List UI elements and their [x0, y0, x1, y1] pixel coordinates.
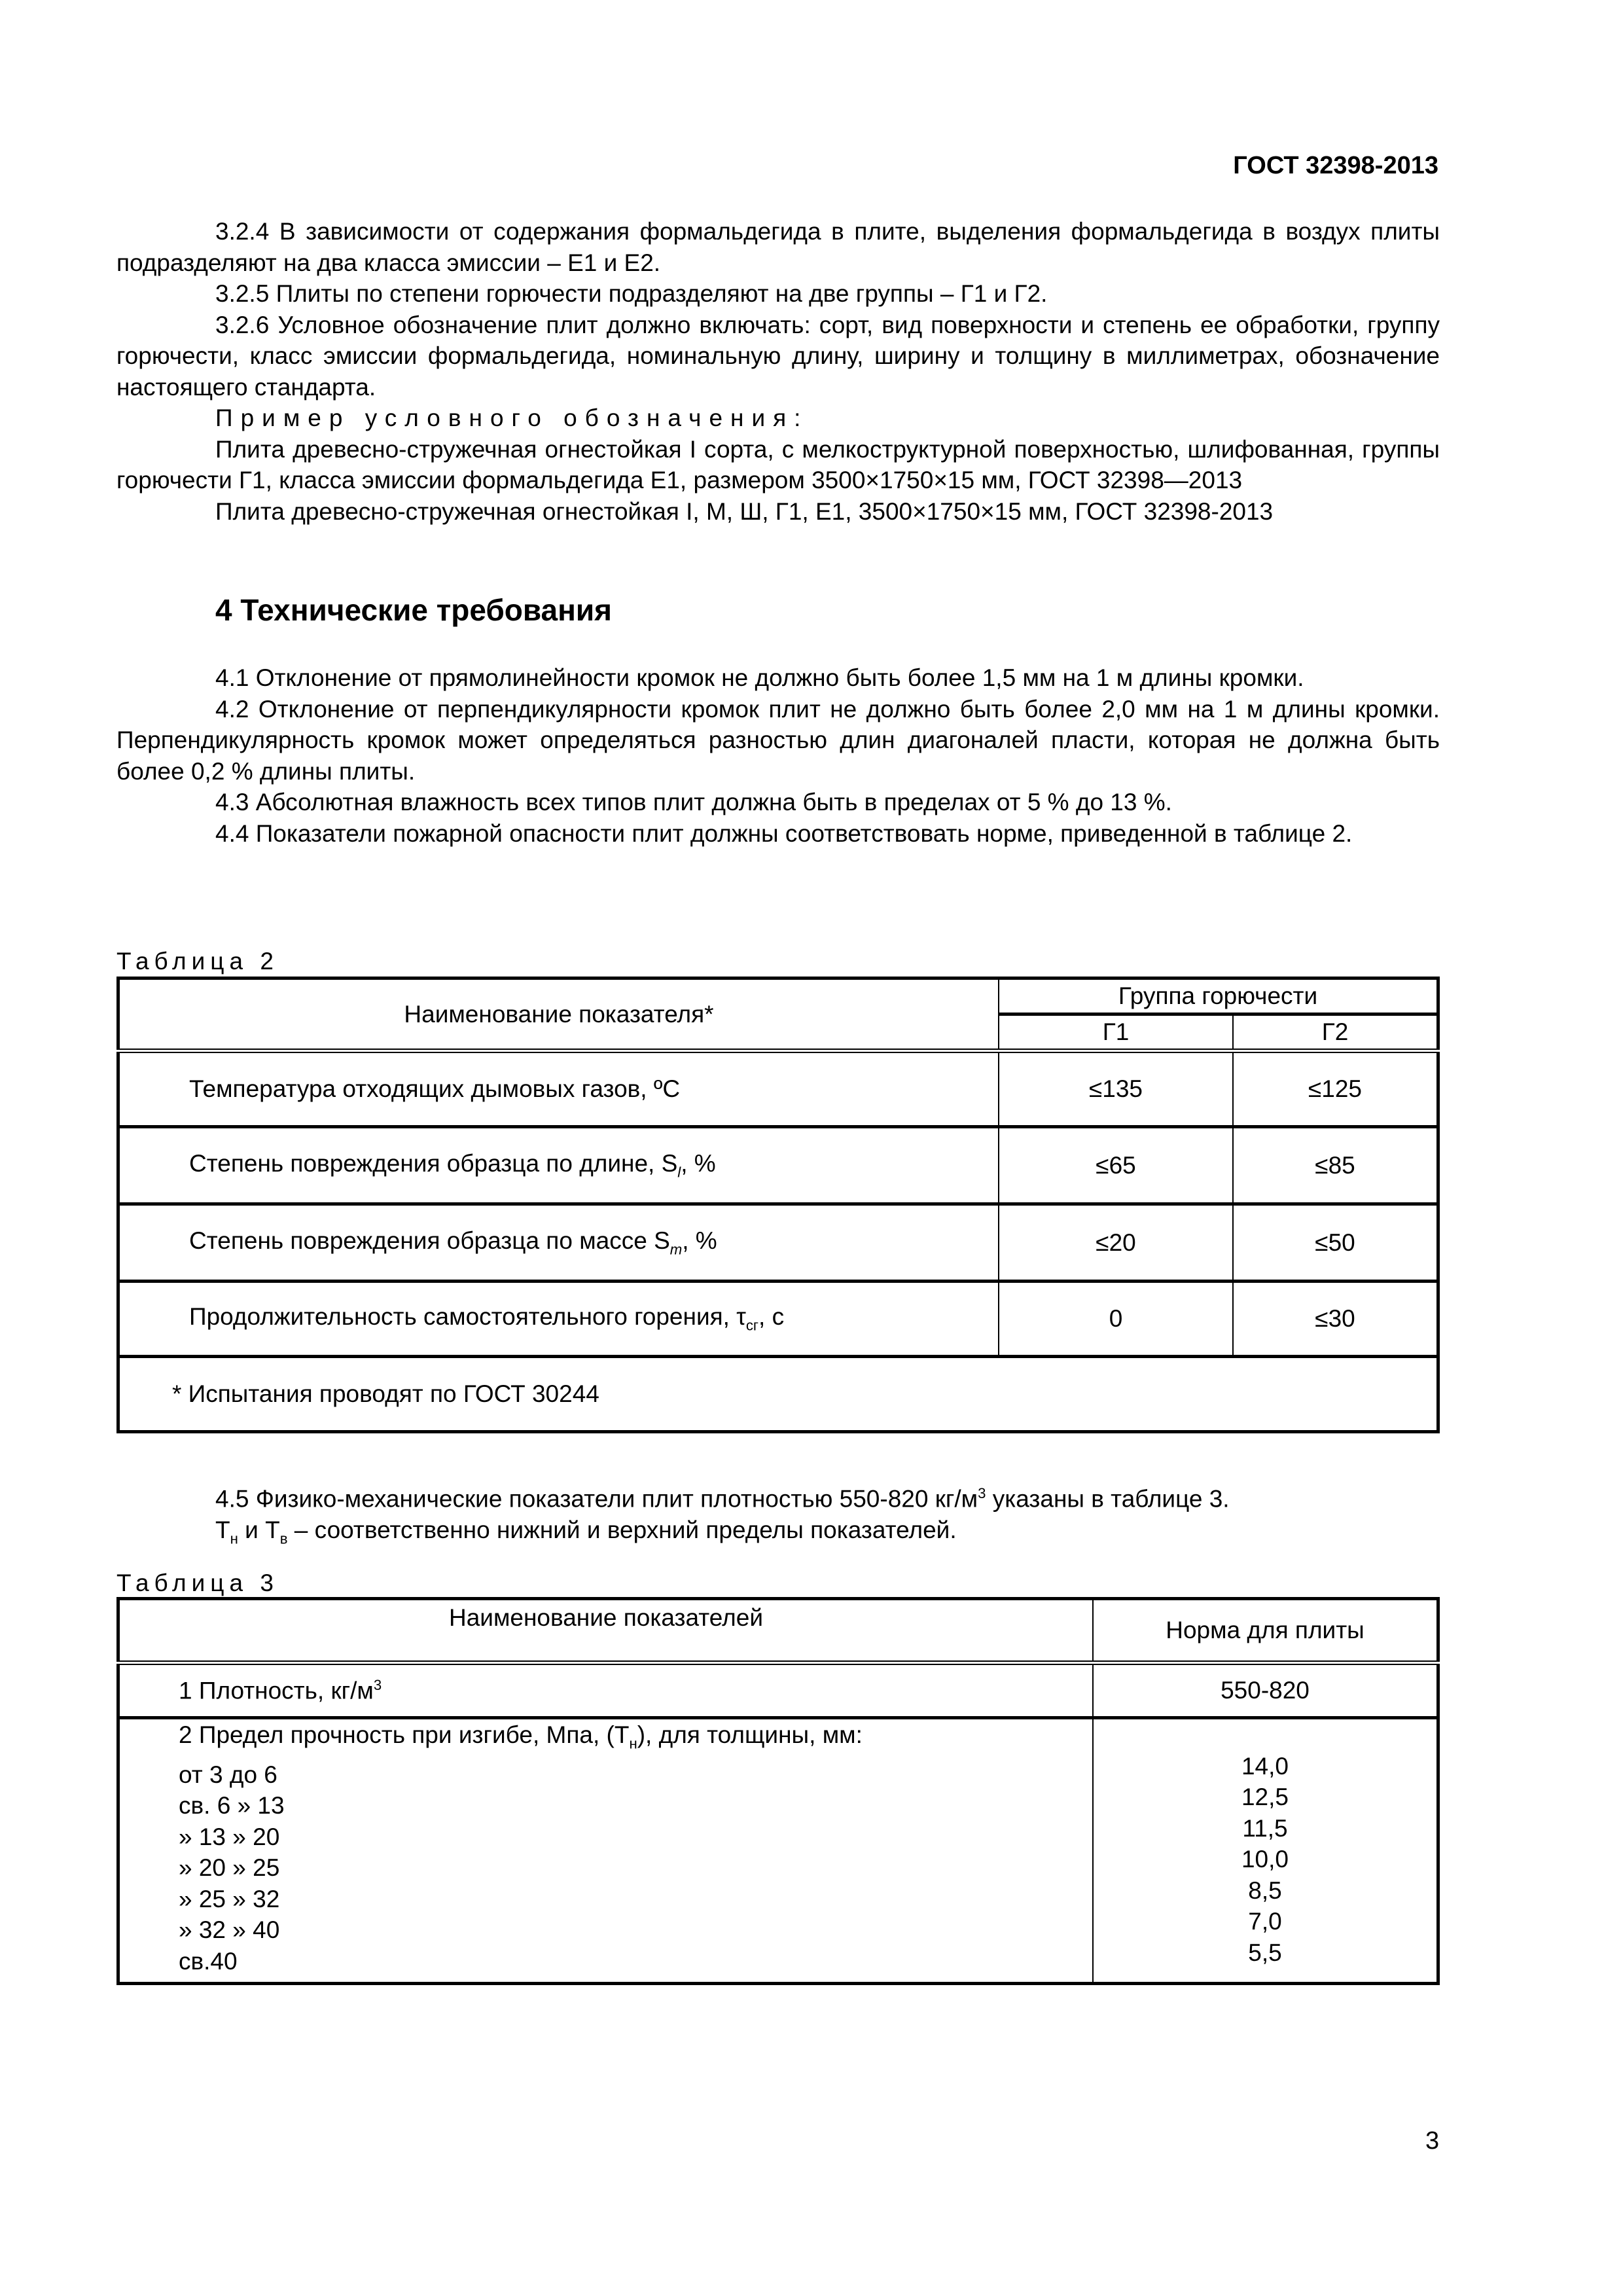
- table-row: [118, 1663, 1438, 1718]
- row-name: Продолжительность самостоятельного горения, $\tau_{сг}$, с: [118, 1282, 999, 1357]
- row-strength-values: 14,0 12,5 11,5 10,0 8,5 7,0 5,5: [1093, 1718, 1438, 1984]
- row-g1: 0: [999, 1282, 1233, 1357]
- table-2-header-group: Группа горючести: [999, 978, 1438, 1014]
- row-g1: ≤135: [999, 1051, 1233, 1127]
- table-3-caption: Таблица 3: [116, 1570, 279, 1596]
- table-row: [118, 1204, 1438, 1282]
- section-4-paragraphs: [116, 662, 1440, 849]
- row-strength-names: 2 Предел прочность при изгибе, Мпа, $(Т_н)$, для толщины, мм: от 3 до 6 св. 6 » 13 » 13 » 20 » 20 » 25 » 25 » 32 » 32 » 40 св.40: [118, 1718, 1094, 1984]
- row-name: Степень повреждения образца по массе $S_m$, %: [118, 1204, 999, 1282]
- paragraph-4-1: 4.1 Отклонение от прямолинейности кромок не должно быть более 1,5 мм на 1 м длины кромки.: [215, 664, 1304, 691]
- document-header-id: ГОСТ 32398-2013: [1233, 152, 1438, 179]
- example-designation: Плита древесно-стружечная огнестойкая I, М, Ш, Г1, Е1, 3500×1750×15 мм, ГОСТ 32398-2013: [215, 497, 1274, 525]
- table-row: [118, 1051, 1438, 1127]
- paragraph-4-2: 4.2 Отклонение от перпендикулярности кромок плит не должно быть более 2,0 мм на 1 м длины кромки. Перпендикулярность кромок может определяться разностью длин диагоналей пласти, которая не должна быть более 0,2 % длины плиты.: [116, 695, 1440, 785]
- row-g2: ≤50: [1233, 1204, 1438, 1282]
- row-g1: ≤20: [999, 1204, 1233, 1282]
- table-2-footnote: * Испытания проводят по ГОСТ 30244: [118, 1357, 1438, 1432]
- table-row: [118, 1127, 1438, 1204]
- paragraph-3-2-5: 3.2.5 Плиты по степени горючести подразделяют на две группы – Г1 и Г2.: [215, 280, 1048, 307]
- table-2-header-name: Наименование показателя*: [118, 978, 999, 1051]
- table-row: [118, 1718, 1438, 1984]
- row-g2: ≤30: [1233, 1282, 1438, 1357]
- table-2-col-g2: Г2: [1233, 1014, 1438, 1051]
- table-2-caption: Таблица 2: [116, 948, 279, 975]
- row-g2: ≤125: [1233, 1051, 1438, 1127]
- section-4-title: 4 Технические требования: [215, 593, 612, 627]
- row-density-value: 550-820: [1093, 1663, 1438, 1718]
- table-3-header-norm: Норма для плиты: [1093, 1599, 1438, 1663]
- section-3-paragraphs: [116, 216, 1440, 527]
- table-3: [116, 1597, 1440, 1985]
- row-g2: ≤85: [1233, 1127, 1438, 1204]
- row-name: Степень повреждения образца по длине, $S_l$, %: [118, 1127, 999, 1204]
- paragraph-4-4: 4.4 Показатели пожарной опасности плит должны соответствовать норме, приведенной в таблице 2.: [215, 819, 1353, 847]
- example-label: Пример условного обозначения:: [215, 404, 809, 431]
- paragraph-3-2-4: 3.2.4 В зависимости от содержания формальдегида в плите, выделения формальдегида в воздух плиты подразделяют на два класса эмиссии – Е1 и Е2.: [116, 218, 1440, 276]
- row-density-name: 1 Плотность, $кг/м^3$: [118, 1663, 1094, 1718]
- example-text: Плита древесно-стружечная огнестойкая I сорта, с мелкоструктурной поверхностью, шлифованная, группы горючести Г1, класса эмиссии формальдегида Е1, размером 3500×1750×15 мм, ГОСТ 32398—2013: [116, 435, 1440, 493]
- row-name: Температура отходящих дымовых газов, ºС: [118, 1051, 999, 1127]
- paragraph-3-2-6: 3.2.6 Условное обозначение плит должно включать: сорт, вид поверхности и степень ее обработки, группу горючести, класс эмиссии формальдегида, номинальную длину, ширину и толщину в миллиметрах, обозначение настоящего стандарта.: [116, 311, 1440, 401]
- table-row: [118, 1282, 1438, 1357]
- row-g1: ≤65: [999, 1127, 1233, 1204]
- table-2-col-g1: Г1: [999, 1014, 1233, 1051]
- page-number: 3: [1425, 2127, 1440, 2155]
- table-3-header-name: Наименование показателей: [118, 1599, 1094, 1663]
- table-2: [116, 977, 1440, 1433]
- paragraph-4-5: 4.5 Физико-механические показатели плит плотностью 550-820 $кг/м^3$ указаны в таблице 3. $Т_н$ и $Т_в$ – соответственно нижний и верхний пределы показателей.: [215, 1485, 1230, 1547]
- paragraph-4-3: 4.3 Абсолютная влажность всех типов плит должна быть в пределах от 5 % до 13 %.: [215, 789, 1172, 816]
